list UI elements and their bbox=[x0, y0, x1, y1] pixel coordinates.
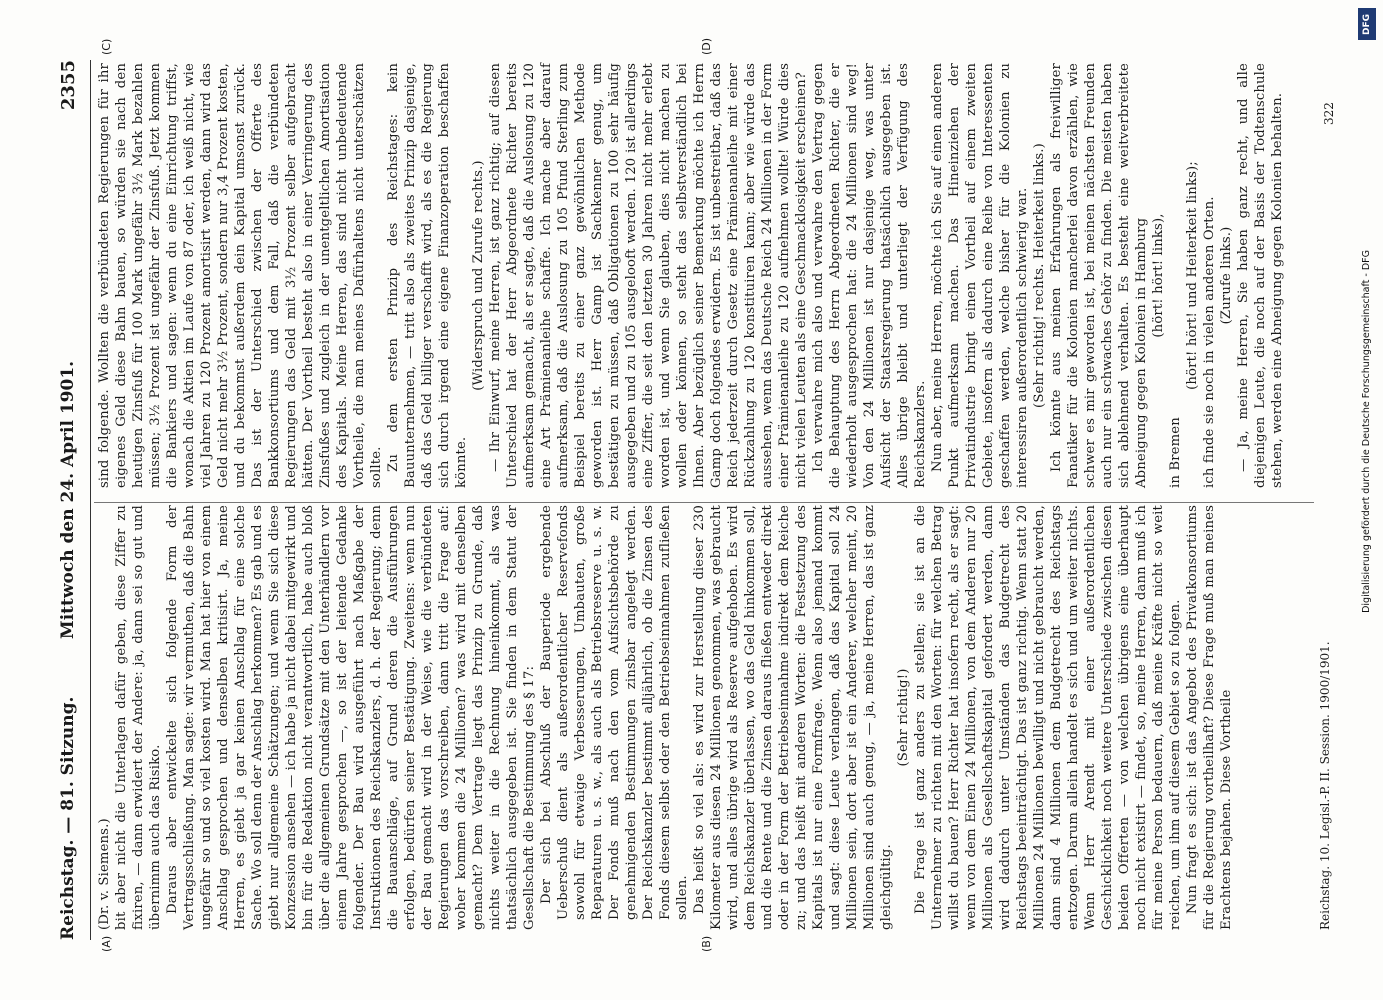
digitization-credit: Digitalisierung gefördert durch die Deutsche Forschungsgemeinschaft - DFG bbox=[1361, 250, 1372, 613]
footer-number: 322 bbox=[1322, 102, 1336, 125]
page-header bbox=[58, 60, 88, 940]
interjection: (hört! hört! links), bbox=[1151, 213, 1166, 338]
header-rule bbox=[90, 60, 91, 940]
marker-b: (B) bbox=[700, 935, 713, 952]
column-divider bbox=[94, 502, 1314, 503]
marker-d: (D) bbox=[700, 37, 713, 55]
interjection: (Widerspruch und Zurufe rechts.) bbox=[471, 160, 486, 391]
paragraph: bit aber nicht die Unterlagen dafür geben, diese Ziffer zu fixiren, — dann erwidert der Andere: ja, dann sei so gut und übernimm auch das Risiko. bbox=[114, 505, 163, 930]
paragraph: — Ja, meine Herren, Sie haben ganz recht, und alle diejenigen Leute, die noch auf der Basis der Todtenschule stehen, werden eine Abneigung gegen Kolonien behalten. bbox=[1236, 63, 1285, 488]
paragraph: Das heißt so viel als: es wird zur Herstellung dieser 230 Kilometer aus diesen 24 Millionen genommen, was gebraucht wird, und alles übrige wird als Reserve aufgehoben. Es wird dem Reichskanzler überlassen, wo das Geld hinkommen soll, und die Rente und die Zinsen daraus fließen entweder direkt oder in der Form der Betriebseinnahme indirekt dem Reiche zu; und das heißt mit anderen Worten: die Festsetzung des Kapitals ist nur eine Formfrage. Wenn also jemand kommt und sagt: diese Leute verlangen, daß das Kapital soll 24 Millionen sein, dort aber ist ein Anderer, welcher meint, 20 Millionen sind auch genug, — ja, meine Herren, das ist ganz gleichgültig. bbox=[692, 505, 894, 930]
speaker-label: (Dr. v. Siemens.) bbox=[97, 818, 112, 930]
column-left bbox=[96, 505, 1235, 930]
paragraph: Ich könnte aus meinen Erfahrungen als freiwilliger Fanatiker für die Kolonien mancherlei davon erzählen, wie schwer es mir geworden ist, bei meinen nächsten Freunden auch nur ein schwaches Gehör zu finden. Die meisten haben sich ablehnend verhalten. Es besteht eine weitverbreitete Abneigung gegen Kolonien in Hamburg bbox=[1049, 63, 1149, 488]
interjection: (hört! hört! und Heiterkeit links); bbox=[1185, 161, 1200, 390]
header-left: Reichstag. — 81. Sitzung. bbox=[58, 696, 78, 940]
paragraph: sind folgende. Wollten die verbündeten Regierungen für ihr eigenes Geld diese Bahn bauen, so würden sie nach den heutigen Zinsfuß für 100 Mark ungefähr 3½ Mark bezahlen müssen; 3½ Prozent ist ungefähr der Zinsfuß. Jetzt kommen die Bankiers und sagen: wenn du eine Einrichtung triffst, wonach die Aktien im Laufe von 87 oder, ich weiß nicht, wie viel Jahren zu 120 Prozent amortisirt werden, dann wird das Geld nicht mehr 3½ Prozent, sondern nur 3,4 Prozent kosten, und du bekommst außerdem dein Kapital umsonst zurück. Das ist der Unterschied zwischen der Offerte des Bankkonsortiums und dem Fall, daß die verbündeten Regierungen das Geld mit 3½ Prozent selber aufgebracht hätten. Der Vortheil besteht also in einer Verringerung des Zinsfußes und zugleich in der unentgeltlichen Amortisation des Kapitals. Meine Herren, das sind nicht unbedeutende Vortheile, die man meines Dafürhaltens nicht unterschätzen sollte. bbox=[97, 63, 384, 488]
page-number: 2355 bbox=[58, 60, 79, 111]
paragraph: — Ihr Einwurf, meine Herren, ist ganz richtig; auf diesen Unterschied hat der Herr Abgeordnete Richter bereits aufmerksam gemacht, als er sagte, daß die Auslosung zu 120 eine Art Prämienanleihe schaffe. Ich mache aber darauf aufmerksam, daß die Auslosung zu 105 Pfund Sterling zum Beispiel bereits zu einer ganz gewöhnlichen Methode geworden ist. Herr Gamp ist Sachkenner genug, um bestätigen zu müssen, daß Obligationen zu 100 sehr häufig ausgegeben und zu 105 ausgelooft werden. 120 ist allerdings eine Ziffer, die seit den letzten 30 Jahren nicht mehr erlebt worden ist, und wenn Sie glauben, dies nicht machen zu wollen oder können, so steht das selbstverständlich bei Ihnen. Aber bezüglich seiner Bemerkung möchte ich Herrn Gamp doch folgendes erwidern. Es ist unbestreitbar, daß das Reich jederzeit durch Gesetz eine Prämienanleihe mit einer Rückzahlung zu 120 konstituiren kann; aber wie würde das aussehen, wenn das Deutsche Reich 24 Millionen in der Form einer Prämienanleihe zu 120 aufnehmen wollte! Würde dies nicht vielen Leuten als eine Geschmacklosigkeit erscheinen? bbox=[488, 63, 809, 488]
paragraph: Nun fragt es sich: ist das Angebot des Privatkonsortiums für die Regierung vortheilhaft? Diese Frage muß man meines Erachtens bejahen. Diese Vortheile bbox=[1185, 505, 1234, 930]
quoted-statute: Der sich bei Abschluß der Bauperiode ergebende Ueberschuß dient als außerordentlicher Reservefonds sowohl für etwaige Verbesserungen, Umbauten, große Reparaturen u. s. w., als auch als Betriebsreserve u. s. w. Der Fonds muß nach den vom Aufsichtsbehörde zu genehmigenden Bestimmungen zinsbar angelegt werden. Der Reichskanzler bestimmt alljährlich, ob die Zinsen des Fonds diesem selbst oder den Betriebseinnahmen zufließen sollen. bbox=[539, 505, 690, 920]
dfg-logo: DFG bbox=[1358, 8, 1376, 40]
interjection: (Sehr richtig! rechts. Heiterkeit links.) bbox=[1032, 143, 1047, 408]
column-right bbox=[96, 63, 1286, 488]
marker-c: (C) bbox=[100, 38, 113, 55]
paragraph: Zu dem ersten Prinzip des Reichstages: kein Bauunternehmen, — tritt also als zweites Prinzip dasjenige, daß das Geld billiger verschafft wird, als es die Regierung sich durch irgend eine eigene Finanzoperation beschaffen könnte. bbox=[386, 63, 469, 488]
marker-a: (A) bbox=[100, 935, 113, 952]
text-line: ich finde sie noch in vielen anderen Orten. bbox=[1202, 196, 1217, 488]
interjection: (Zurufe links.) bbox=[1219, 226, 1234, 325]
header-date: Mittwoch den 24. April 1901. bbox=[58, 360, 78, 640]
paragraph: Ich verwahre mich also und verwahre den Vertrag gegen die Behauptung des Herrn Abgeordneten Richter, die er wiederholt ausgesprochen hat: die 24 Millionen sind weg! Von den 24 Millionen ist nur dasjenige weg, was unter Aufsicht der Staatsregierung thatsächlich ausgegeben ist. Alles übrige bleibt und unterliegt der Verfügung des Reichskanzlers. bbox=[811, 63, 928, 488]
text-line: in Bremen bbox=[1168, 417, 1183, 488]
paragraph: Die Frage ist ganz anders zu stellen; sie ist an die Unternehmer zu richten mit den Worten: für welchen Betrag willst du bauen? Herr Richter hat insofern recht, als er sagt: wenn von dem Einen 24 Millionen, von dem Anderen nur 20 Millionen als Gesellschaftskapital gefordert werden, dann wird dadurch unter Umständen das Budgetrecht des Reichstags beeinträchtigt. Das ist ganz richtig. Wenn statt 20 Millionen 24 Millionen bewilligt und nicht gebraucht werden, dann sind 4 Millionen dem Budgetrecht des Reichstags entzogen. Darum allein handelt es sich und um weiter nichts. Wenn Herr Arendt mit einer außerordentlichen Geschicklichkeit noch weitere Unterschiede zwischen diesen beiden Offerten — von welchen übrigens eine überhaupt noch nicht existirt — findet, so, meine Herren, dann muß ich für meine Person bedauern, daß meine Kräfte nicht so weit reichen, um ihm auf diesem Gebiet so zu folgen. bbox=[913, 505, 1183, 930]
paragraph: Nun aber, meine Herren, möchte ich Sie auf einen anderen Punkt aufmerksam machen. Das Hineinziehen der Privatindustrie bringt einen Vortheil auf einem zweiten Gebiete, insofern als dadurch eine Reihe von Interessenten geschaffen werden, welche bisher für die Kolonien zu interessiren außerordentlich schwierig war. bbox=[930, 63, 1030, 488]
paragraph: Daraus aber entwickelte sich folgende Form der Vertragsschließung. Man sagte: wir vermuthen, daß die Bahn ungefähr so und so viel kosten wird. Man hat hier von einem Anschlag gesprochen und denselben kritisirt. Ja, meine Herren, es giebt ja gar keinen Anschlag für eine solche Sache. Wo soll denn der Anschlag herkommen? Es gab und es giebt nur allgemeine Schätzungen; und wenn Sie sich diese Konzession ansehen — ich habe ja nicht dabei mitgewirkt und bin für die Redaktion nicht verantwortlich, habe auch bloß über die allgemeinen Grundsätze mit den Unterhändlern vor einem Jahre gesprochen —, so ist der leitende Gedanke folgender. Der Bau wird ausgeführt nach Maßgabe der Instruktionen des Reichskanzlers, d. h. der Regierung; denn die Bauanschläge, auf Grund deren die Ausführungen erfolgen, bedürfen seiner Bestätigung. Zweitens: wenn nun der Bau gemacht wird in der Weise, wie die verbündeten Regierungen das vorschreiben, dann tritt die Frage auf: woher kommen die 24 Millionen? was wird mit denselben gemacht? Dem Vertrage liegt das Prinzip zu Grunde, daß nichts weiter in die Rechnung hineinkommt, als was thatsächlich ausgegeben ist. Sie finden in dem Statut der Gesellschaft die Bestimmung des § 17: bbox=[165, 505, 537, 930]
footer-left: Reichstag. 10. Legisl.-P. II. Session. 1900/1901. bbox=[1318, 641, 1332, 930]
interjection: (Sehr richtig!) bbox=[896, 668, 911, 767]
